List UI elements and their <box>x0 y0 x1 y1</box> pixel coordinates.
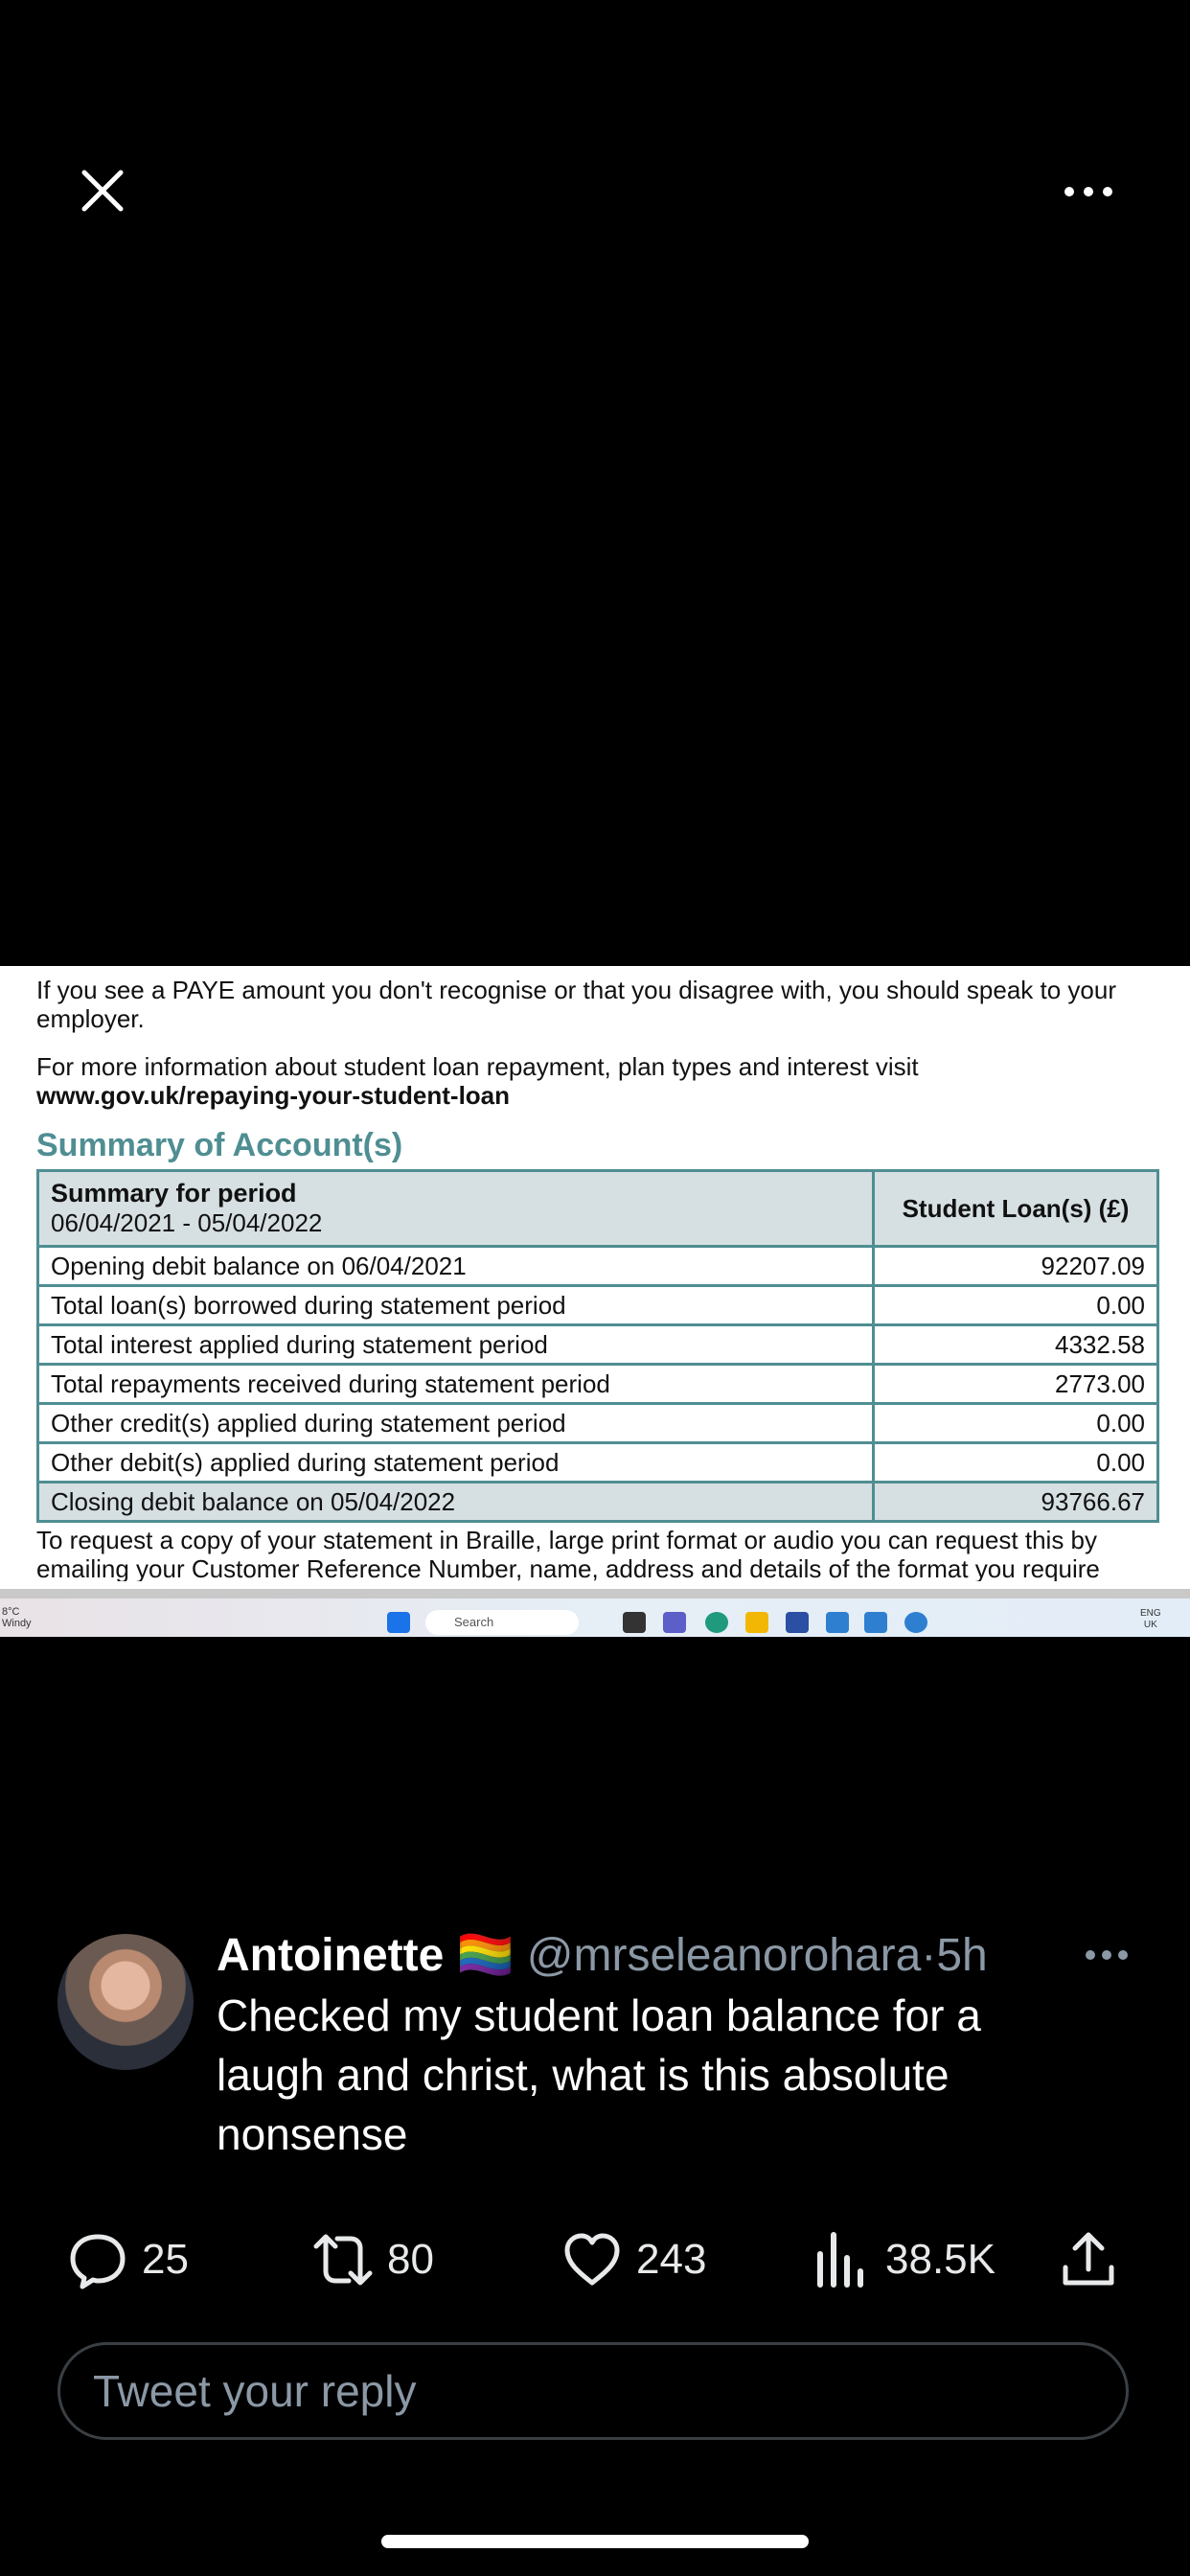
row-label: Total loan(s) borrowed during statement period <box>38 1286 874 1325</box>
views-count: 38.5K <box>885 2236 995 2283</box>
table-row <box>38 1443 1158 1483</box>
header-period-title: Summary for period <box>51 1179 297 1208</box>
task-view-icon <box>623 1612 646 1633</box>
folder-icon <box>745 1612 768 1633</box>
tweet-media-image[interactable] <box>0 966 1190 1637</box>
share-button[interactable] <box>1058 2229 1119 2290</box>
share-icon <box>1058 2229 1119 2290</box>
edge-icon <box>705 1612 728 1633</box>
reply-button[interactable] <box>67 2229 189 2290</box>
paye-note: If you see a PAYE amount you don't recognise or that you disagree with, you should speak to your employer. <box>36 976 1117 1033</box>
like-button[interactable] <box>561 2229 706 2290</box>
header-period-dates: 06/04/2021 - 05/04/2022 <box>51 1208 323 1237</box>
more-horizontal-icon <box>1083 1945 1131 1965</box>
reply-icon <box>67 2229 128 2290</box>
lang-bottom: UK <box>1143 1620 1157 1630</box>
weather-desc: Windy <box>2 1618 32 1629</box>
tweet-author-line <box>217 1926 988 1986</box>
row-value: 0.00 <box>874 1404 1158 1443</box>
avatar[interactable] <box>57 1934 194 2070</box>
app-circle-icon <box>904 1612 927 1633</box>
app-l-icon <box>864 1612 887 1633</box>
info-link: www.gov.uk/repaying-your-student-loan <box>36 1081 511 1110</box>
author-name[interactable]: Antoinette 🏳️‍🌈 <box>217 1930 515 1981</box>
table-row <box>38 1365 1158 1404</box>
teams-icon <box>663 1612 686 1633</box>
views-button[interactable] <box>811 2229 995 2290</box>
table-header-row <box>38 1171 1158 1247</box>
tweet-timestamp[interactable]: 5h <box>936 1930 988 1981</box>
header-loan-column: Student Loan(s) (£) <box>874 1171 1158 1247</box>
braille-request-text: To request a copy of your statement in Braille, large print format or audio you can request this by emailing your Customer Reference Number, name, address and details of the format you require <box>36 1526 1100 1581</box>
author-handle[interactable]: @mrseleanorohara <box>526 1930 922 1981</box>
row-value: 2773.00 <box>874 1365 1158 1404</box>
like-count: 243 <box>636 2236 707 2283</box>
close-icon <box>75 163 130 218</box>
tweet-text: Checked my student loan balance for a laugh and christ, what is this absolute nonsense <box>217 1990 981 2159</box>
heart-icon <box>561 2229 623 2290</box>
taskbar-search-box <box>425 1610 579 1635</box>
table-row <box>38 1247 1158 1286</box>
table-row-closing <box>38 1483 1158 1522</box>
table-row <box>38 1325 1158 1365</box>
row-label: Other credit(s) applied during statement period <box>38 1404 874 1443</box>
row-label: Opening debit balance on 06/04/2021 <box>38 1247 874 1286</box>
row-value: 92207.09 <box>874 1247 1158 1286</box>
mail-icon <box>826 1612 849 1633</box>
row-value: 0.00 <box>874 1443 1158 1483</box>
row-value: 4332.58 <box>874 1325 1158 1365</box>
analytics-icon <box>811 2229 872 2290</box>
summary-title: Summary of Account(s) <box>36 1127 403 1163</box>
close-button[interactable] <box>75 163 130 218</box>
taskbar-search-label: Search <box>454 1615 494 1629</box>
row-label: Closing debit balance on 05/04/2022 <box>38 1483 874 1522</box>
row-label: Total interest applied during statement period <box>38 1325 874 1365</box>
windows-start-icon <box>387 1612 410 1633</box>
lang-top: ENG <box>1140 1608 1161 1619</box>
windows-taskbar <box>0 1589 1190 1637</box>
reply-count: 25 <box>142 2236 189 2283</box>
info-text: For more information about student loan repayment, plan types and interest visit <box>36 1052 919 1081</box>
store-icon <box>786 1612 809 1633</box>
row-value: 0.00 <box>874 1286 1158 1325</box>
account-summary-table <box>36 1169 1159 1523</box>
more-horizontal-icon <box>1060 172 1117 211</box>
author-separator: · <box>921 1930 937 1981</box>
header-period-cell <box>38 1171 874 1247</box>
table-row <box>38 1286 1158 1325</box>
weather-widget <box>2 1606 32 1629</box>
reply-input[interactable] <box>57 2342 1129 2440</box>
retweet-button[interactable] <box>312 2229 434 2290</box>
language-indicator <box>1140 1608 1161 1631</box>
row-label: Other debit(s) applied during statement period <box>38 1443 874 1483</box>
row-value: 93766.67 <box>874 1483 1158 1522</box>
tweet-more-button[interactable] <box>1083 1945 1131 1965</box>
more-options-button[interactable] <box>1060 172 1117 211</box>
weather-temp: 8°C <box>2 1606 20 1618</box>
retweet-icon <box>312 2229 374 2290</box>
table-row <box>38 1404 1158 1443</box>
home-indicator[interactable] <box>381 2535 809 2548</box>
row-label: Total repayments received during statement period <box>38 1365 874 1404</box>
retweet-count: 80 <box>387 2236 434 2283</box>
